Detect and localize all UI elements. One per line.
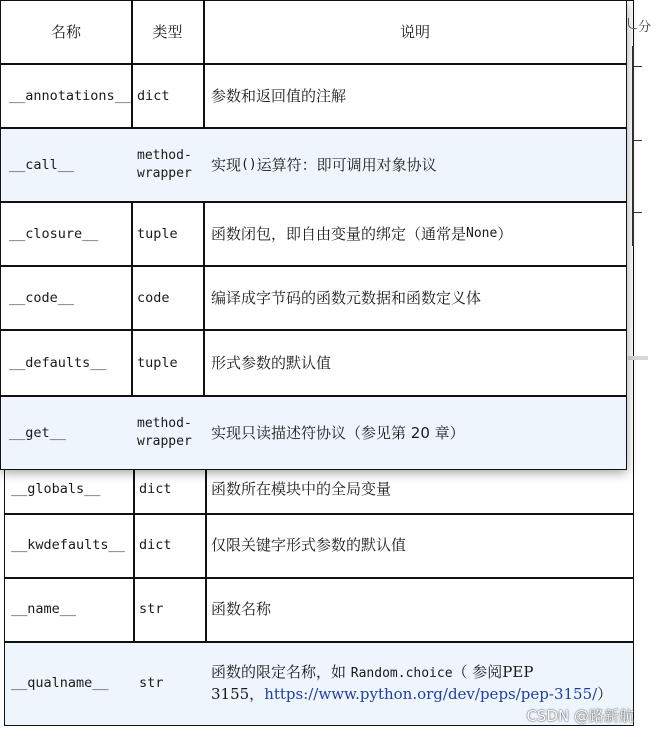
attribute-type: dict	[139, 537, 172, 554]
table-row	[5, 579, 633, 641]
attribute-type: method- wrapper	[137, 416, 192, 449]
attribute-name: __name__	[11, 601, 77, 618]
table-row	[1, 129, 626, 201]
frag-divider	[632, 46, 634, 246]
attribute-description: 参数和返回值的注解	[211, 86, 347, 105]
attribute-description: 编译成字节码的函数元数据和函数定义体	[211, 288, 482, 307]
attribute-type: dict	[137, 87, 170, 104]
table-row	[1, 203, 626, 265]
attribute-type: str	[139, 675, 164, 692]
attribute-description: 仅限关键字形式参数的默认值	[211, 536, 407, 555]
attribute-type: dict	[139, 481, 172, 498]
attribute-name: __annotations__	[9, 87, 131, 104]
header-type: 类型	[152, 22, 183, 41]
attribute-description: 函数名称	[211, 600, 272, 619]
attribute-description: 函数所在模块中的全局变量	[211, 480, 392, 499]
attribute-description: 函数闭包，即自由变量的绑定（通常是 None ）	[211, 224, 513, 243]
frag-divider	[632, 212, 642, 213]
frag-bar	[628, 356, 648, 360]
share-icon	[628, 18, 637, 29]
attribute-name: __closure__	[9, 225, 99, 242]
attribute-name: __defaults__	[9, 354, 107, 371]
attribute-name: __qualname__	[11, 675, 109, 692]
attribute-type: tuple	[137, 225, 178, 242]
attribute-description: 实现只读描述符协议（参见第 20 章）	[211, 423, 465, 442]
attribute-type: code	[137, 289, 170, 306]
attribute-name: __get__	[9, 424, 66, 441]
header-description: 说明	[399, 22, 430, 41]
table-row	[1, 65, 626, 127]
pep-link[interactable]: https://www.python.org/dev/peps/pep-3155/	[264, 685, 598, 704]
table-row	[1, 331, 626, 395]
attribute-name: __code__	[9, 289, 75, 306]
header-name: 名称	[50, 22, 81, 41]
attribute-name: __call__	[9, 156, 75, 173]
table-row	[1, 267, 626, 329]
frag-divider	[632, 66, 642, 67]
attribute-name: __globals__	[11, 481, 101, 498]
table-row	[5, 515, 633, 577]
table-row	[5, 467, 633, 513]
attribute-type: str	[139, 601, 164, 618]
attribute-type: method- wrapper	[137, 148, 192, 181]
background-page-fragment	[628, 8, 651, 368]
attribute-name: __kwdefaults__	[11, 537, 125, 554]
attribute-type: tuple	[137, 354, 178, 371]
share-label[interactable]: 分	[638, 20, 651, 35]
attribute-description: 函数的限定名称，如 Random.choice（ 参阅PEP 3155，https://www.python.org/dev/peps/pep-3155/）	[211, 663, 613, 704]
frag-divider	[632, 140, 642, 141]
table-row	[1, 397, 626, 469]
attribute-description: 实现 () 运算符：即可调用对象协议	[211, 155, 437, 174]
watermark: CSDN @路新航	[526, 707, 634, 725]
attribute-description: 形式参数的默认值	[211, 353, 332, 372]
table-header	[1, 1, 626, 63]
